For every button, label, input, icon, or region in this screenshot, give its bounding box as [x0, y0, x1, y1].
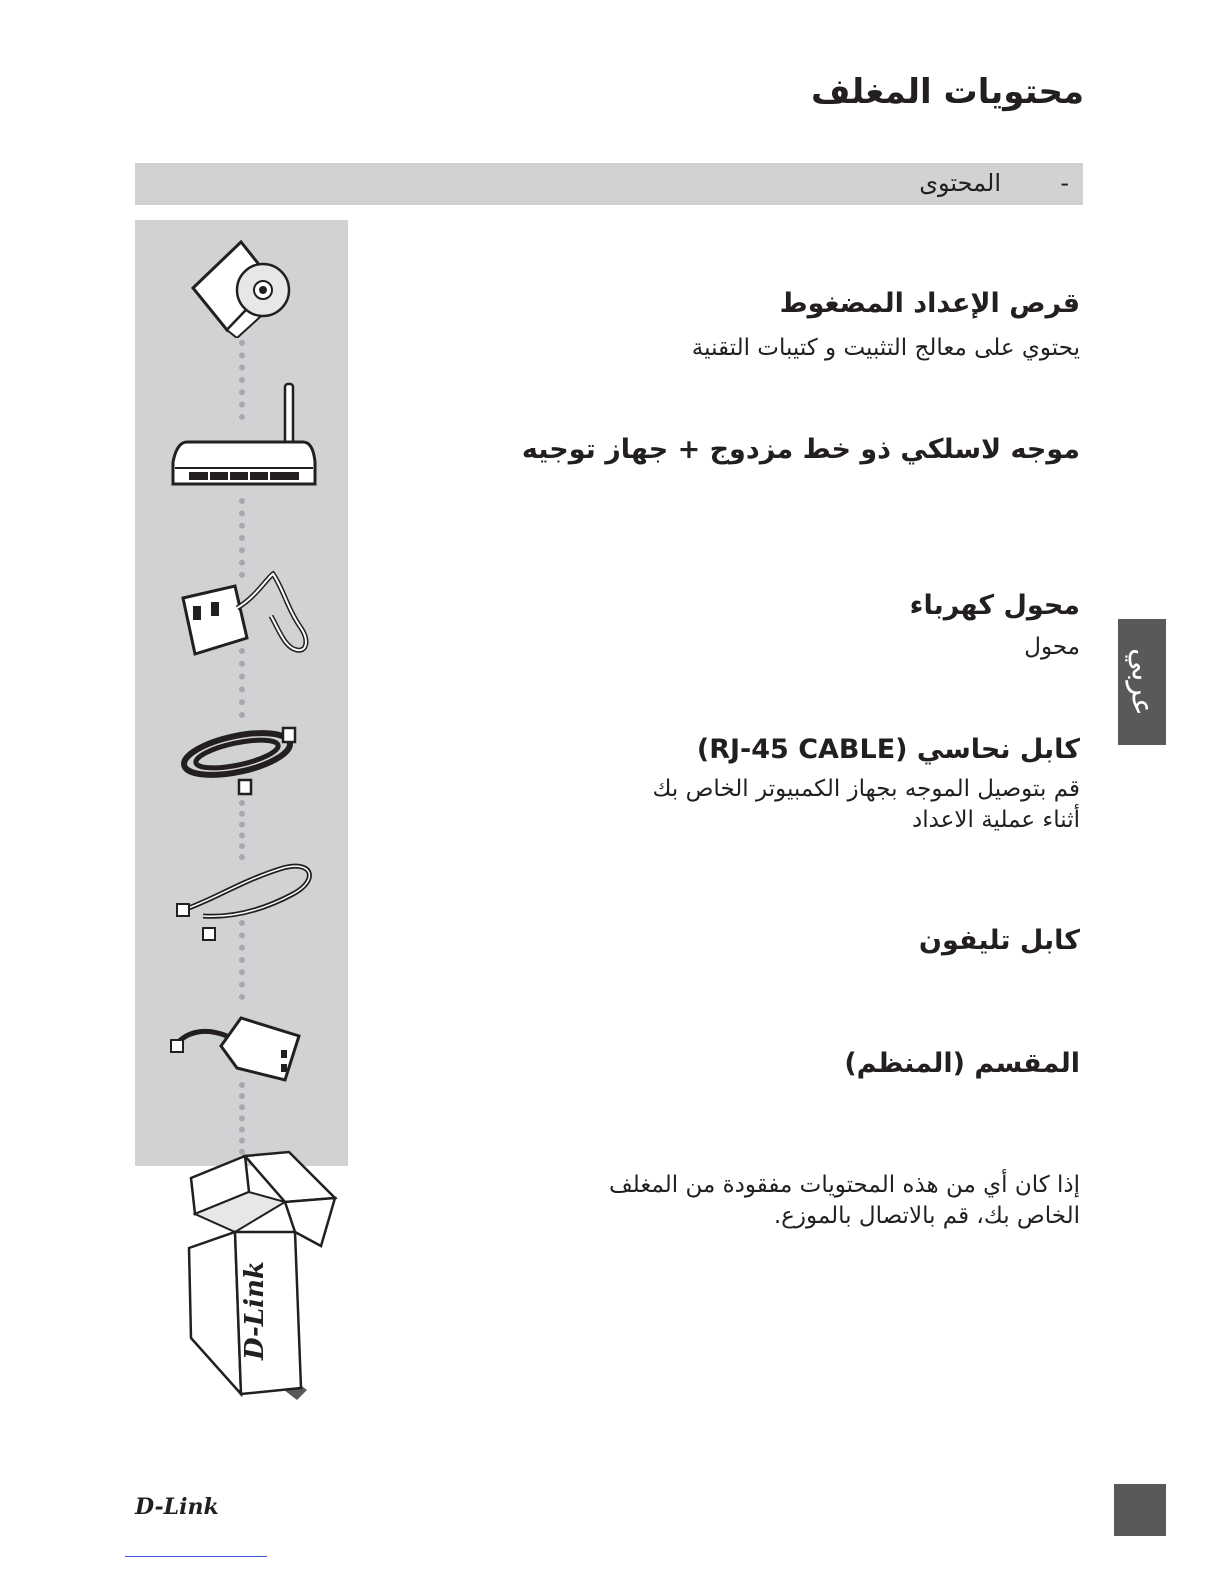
item-title-splitter: المقسم (المنظم) [844, 1048, 1080, 1079]
bottom-rule [125, 1556, 267, 1557]
cd-icon [187, 238, 297, 338]
power-adapter-icon [175, 568, 315, 668]
page-marker [1114, 1484, 1166, 1536]
ethernet-cable-icon [175, 720, 305, 800]
section-label: المحتوى [919, 169, 1001, 197]
item-desc-cd: يحتوي على معالج التثبيت و كتيبات التقنية [691, 335, 1080, 361]
item-title-cd: قرص الإعداد المضغوط [779, 288, 1080, 319]
item-title-router: موجه لاسلكي ذو خط مزدوج + جهاز توجيه [521, 434, 1080, 465]
missing-contents-note-line1: إذا كان أي من هذه المحتويات مفقودة من المغلف [608, 1172, 1080, 1198]
language-tab-label: عربي [1124, 648, 1160, 716]
item-title-ethernet-cable: كابل نحاسي (RJ-45 CABLE) [696, 734, 1080, 765]
box-logo: D-Link [240, 1261, 270, 1360]
product-box-icon [165, 1150, 340, 1405]
item-desc-ethernet-cable-line2: أثناء عملية الاعداد [911, 807, 1080, 833]
brand-logo: D-Link [135, 1494, 219, 1520]
dotted-divider [239, 800, 251, 860]
section-dash: - [1060, 169, 1069, 197]
icon-column [135, 220, 348, 1166]
language-tab [1118, 619, 1166, 745]
item-title-phone-cable: كابل تليفون [918, 925, 1080, 956]
item-title-power-adapter: محول كهرباء [909, 590, 1080, 621]
missing-contents-note-line2: الخاص بك، قم بالاتصال بالموزع. [773, 1203, 1080, 1229]
phone-cable-icon [173, 860, 321, 946]
section-header-bar [135, 163, 1083, 205]
dotted-divider [239, 498, 251, 578]
item-desc-power-adapter: محول [1024, 634, 1080, 660]
router-icon [169, 380, 319, 495]
page-title: محتويات المغلف [810, 72, 1084, 112]
splitter-icon [167, 1010, 307, 1090]
item-desc-ethernet-cable-line1: قم بتوصيل الموجه بجهاز الكمبيوتر الخاص بك [652, 776, 1080, 802]
